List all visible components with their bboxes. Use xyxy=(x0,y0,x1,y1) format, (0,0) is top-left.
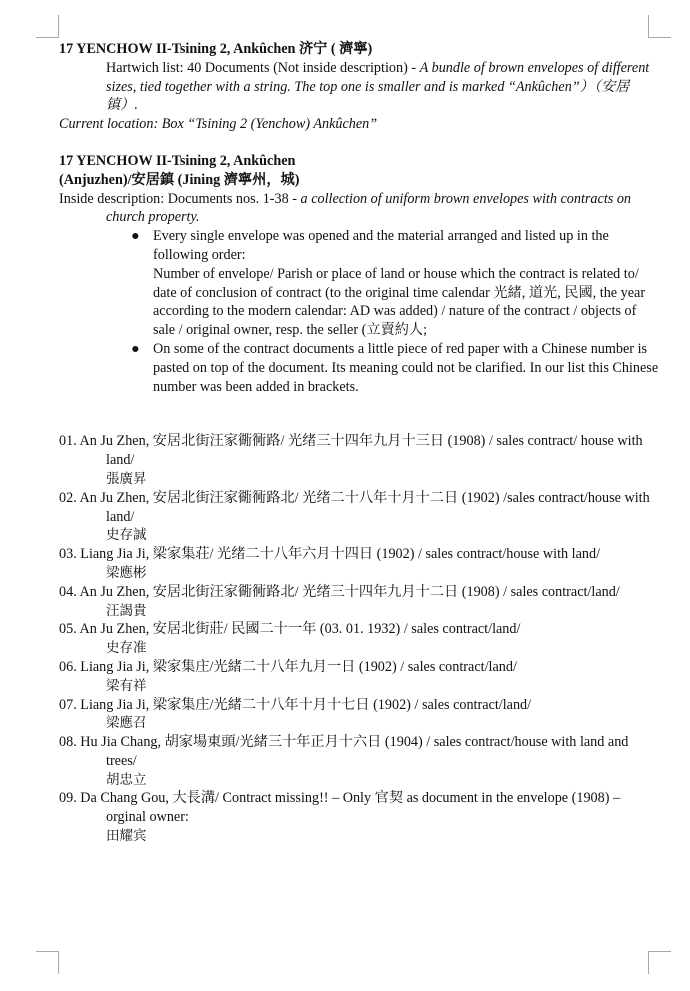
hartwich-list-description: A bundle of brown envelopes of different sizes, tied together with a string. The top one is smaller and is marked “Ankûchen”）（安居镇）. xyxy=(106,59,650,114)
list-item xyxy=(59,658,659,696)
entry-owner: 梁應彬 xyxy=(106,564,147,581)
inside-description-text: a collection of uniform brown envelopes with contracts on church property. xyxy=(106,190,632,226)
list-item xyxy=(59,620,659,658)
bullet-item xyxy=(131,227,659,340)
list-item xyxy=(59,583,659,621)
entry-owner: 史存誠 xyxy=(106,527,147,544)
entry-owner: 田耀宾 xyxy=(106,828,147,845)
crop-mark-top-left xyxy=(36,15,59,38)
bullet-item xyxy=(131,340,659,396)
bullet-text-continued: Number of envelope/ Parish or place of land or house which the contract is related to/ date of conclusion of contract (to the original time calendar 光緒, 道光, 民國, the year according to the modern calendar: AD was added) / nature of the contract / objects of sale / original owner, resp. the seller (立賣約人; xyxy=(153,265,646,339)
entry-text: 01. An Ju Zhen, 安居北街汪家衚衕路/ 光绪三十四年九月十三日 (1908) / sales contract/ house with land/ xyxy=(59,433,643,469)
spacer xyxy=(59,414,659,432)
bullet-icon: ● xyxy=(131,228,140,245)
crop-mark-top-right xyxy=(648,15,671,38)
entry-text: 05. An Ju Zhen, 安居北街莊/ 民國二十一年 (03. 01. 1932) / sales contract/land/ xyxy=(59,621,521,638)
bullet-text: Every single envelope was opened and the material arranged and listed up in the following order: xyxy=(153,228,609,263)
inside-description-label: Inside description: Documents nos. 1-38 - xyxy=(59,190,301,207)
bullet-text: On some of the contract documents a little piece of red paper with a Chinese number is pasted on top of the document. Its meaning could not be clarified. In our list this Chinese number was been added in brackets. xyxy=(153,340,659,395)
entry-text: 08. Hu Jia Chang, 胡家場東頭/光緒三十年正月十六日 (1904) / sales contract/house with land and trees/ xyxy=(59,734,629,769)
crop-mark-bottom-right xyxy=(648,951,671,974)
list-item xyxy=(59,733,659,789)
current-location: Current location: Box “Tsining 2 (Yenchow) Ankûchen” xyxy=(59,116,378,133)
list-item xyxy=(59,696,659,734)
entry-text: 03. Liang Jia Ji, 梁家集荘/ 光绪二十八年六月十四日 (1902) / sales contract/house with land/ xyxy=(59,546,601,563)
document-page xyxy=(59,40,659,846)
spacer xyxy=(59,396,659,414)
entry-text: 04. An Ju Zhen, 安居北街汪家衚衕路北/ 光绪三十四年九月十二日 (1908) / sales contract/land/ xyxy=(59,583,620,600)
entry-text: 06. Liang Jia Ji, 梁家集庄/光緒二十八年九月一日 (1902) / sales contract/land/ xyxy=(59,658,517,675)
entry-text: 09. Da Chang Gou, 大長溝/ Contract missing!! – Only 官契 as document in the envelope (1908) – orginal owner: xyxy=(59,790,621,826)
entry-owner: 張廣昇 xyxy=(106,470,147,487)
entry-text: 07. Liang Jia Ji, 梁家集庄/光緒二十八年十月十七日 (1902) / sales contract/land/ xyxy=(59,696,532,713)
bullet-icon: ● xyxy=(131,340,140,357)
entry-owner: 梁應召 xyxy=(106,715,147,732)
entry-owner: 梁有祥 xyxy=(106,677,147,694)
section-2-heading-line-2: (Anjuzhen)/安居鎮 (Jining 濟寧州，城) xyxy=(59,171,300,188)
crop-mark-bottom-left xyxy=(36,951,59,974)
list-item xyxy=(59,489,659,545)
list-item xyxy=(59,789,659,845)
section-1-heading: 17 YENCHOW II-Tsining 2, Ankûchen 济宁 ( 濟寧) xyxy=(59,41,373,57)
list-item xyxy=(59,432,659,488)
entry-owner: 史存准 xyxy=(106,640,147,657)
entry-owner: 胡忠立 xyxy=(106,771,147,788)
list-item xyxy=(59,545,659,583)
hartwich-list-paragraph xyxy=(59,59,659,115)
section-2-heading-line-1: 17 YENCHOW II-Tsining 2, Ankûchen xyxy=(59,152,296,169)
entry-owner: 汪謁貴 xyxy=(106,602,147,619)
entry-text: 02. An Ju Zhen, 安居北街汪家衚衕路北/ 光绪二十八年十月十二日 (1902) /sales contract/house with land/ xyxy=(59,489,650,525)
bullet-list xyxy=(59,227,659,396)
spacer xyxy=(59,134,659,152)
hartwich-list-label: Hartwich list: 40 Documents (Not inside description) - xyxy=(106,59,420,76)
entry-list xyxy=(59,432,659,846)
inside-description xyxy=(59,190,659,228)
